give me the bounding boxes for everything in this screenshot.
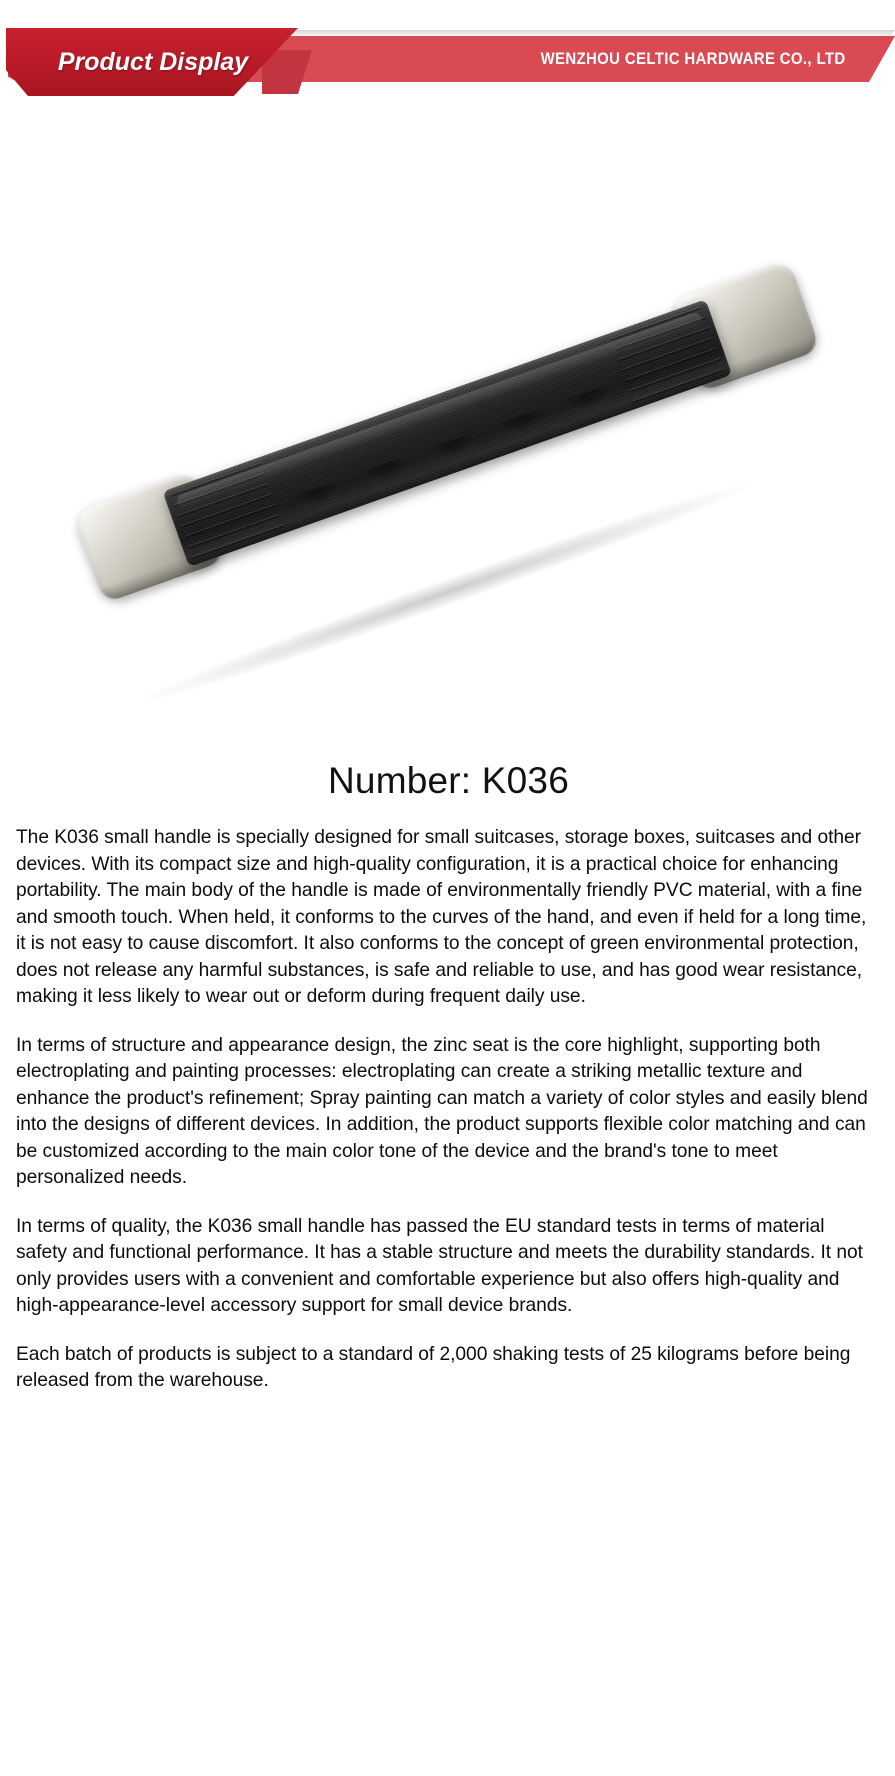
- page-title: Number: K036: [328, 760, 569, 801]
- description-paragraph: In terms of structure and appearance design, the zinc seat is the core highlight, supporting both electroplating and painting processes: electroplating can create a striking metallic texture and enhance the product's refinement; Spray painting can match a variety of color styles and easily blend into the designs of different devices. In addition, the product supports flexible color matching and can be customized according to the main color tone of the device and the brand's tone to meet personalized needs.: [16, 1033, 868, 1188]
- ribbon-label: Product Display: [57, 48, 249, 76]
- product-photo: [0, 110, 895, 760]
- product-description: [0, 760, 895, 1394]
- page-header: [0, 0, 895, 110]
- description-paragraph: In terms of quality, the K036 small handle has passed the EU standard tests in terms of material safety and functional performance. It has a stable structure and meets the durability standards. It not only provides users with a convenient and comfortable experience but also offers high-quality and high-appearance-level accessory support for small device brands.: [16, 1214, 863, 1316]
- description-paragraph: The K036 small handle is specially designed for small suitcases, storage boxes, suitcases and other devices. With its compact size and high-quality configuration, it is a practical choice for enhancing portability. The main body of the handle is made of environmentally friendly PVC material, with a fine and smooth touch. When held, it conforms to the curves of the hand, and even if held for a long time, it is not easy to cause discomfort. It also conforms to the concept of green environmental protection, does not release any harmful substances, is safe and reliable to use, and has good wear resistance, making it less likely to wear out or deform during frequent daily use.: [16, 826, 867, 1007]
- company-name: WENZHOU CELTIC HARDWARE CO., LTD: [540, 49, 845, 68]
- description-paragraph: Each batch of products is subject to a standard of 2,000 shaking tests of 25 kilograms before being released from the warehouse.: [16, 1342, 851, 1391]
- handle-illustration: [69, 252, 825, 619]
